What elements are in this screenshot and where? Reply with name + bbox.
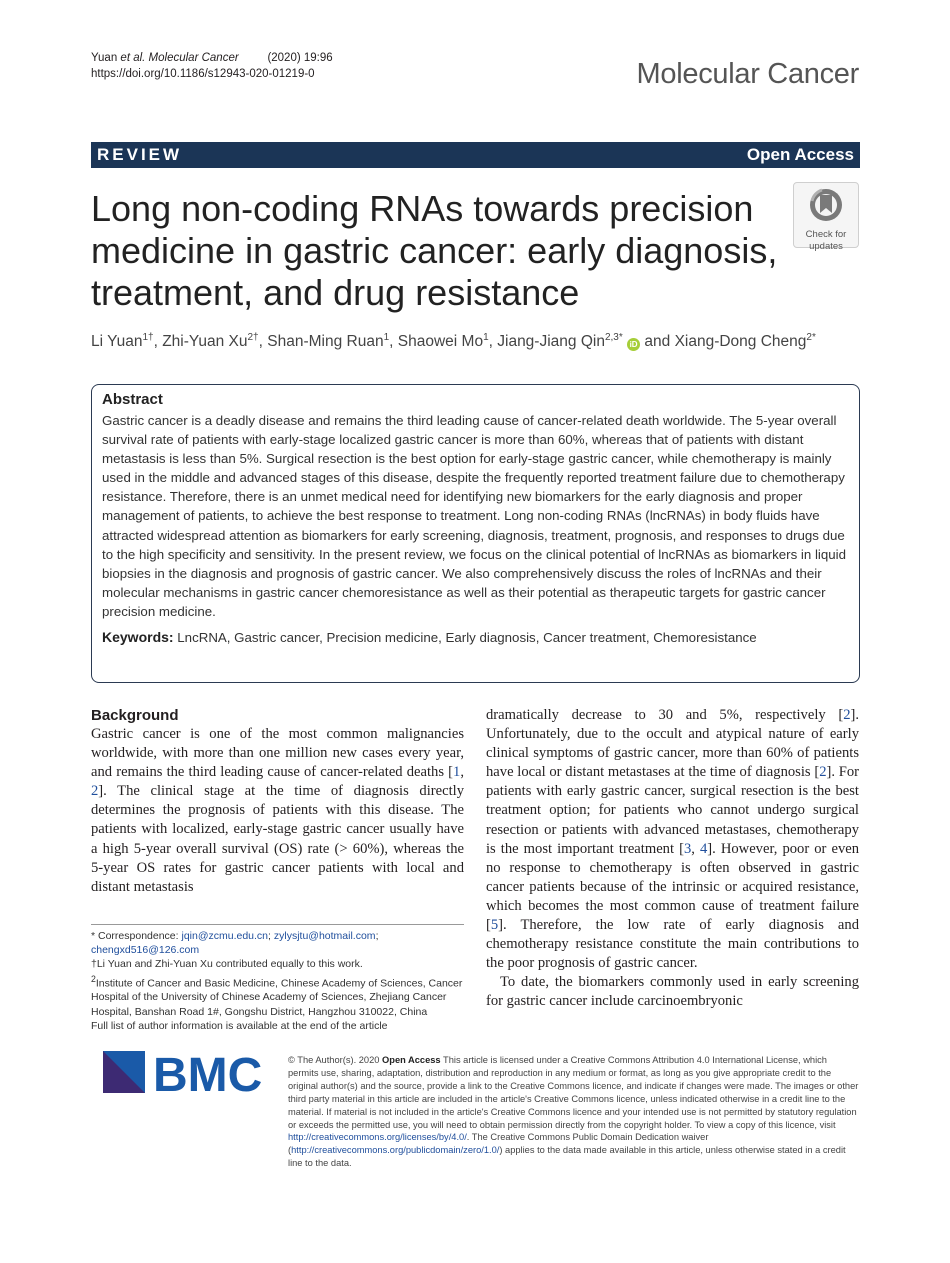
bmc-logo-graphic	[103, 1051, 268, 1096]
text-run: ,	[691, 840, 700, 857]
citation-link[interactable]: 2	[91, 783, 99, 800]
citation-link[interactable]: 3	[683, 840, 692, 857]
doi-link[interactable]: https://doi.org/10.1186/s12943-020-01219-0	[91, 68, 315, 80]
text-run: This article is licensed under a Creative Commons Attribution 4.0 International License, which permits use, sharing, adaptation, distribution and reproduction in any medium or format, as long as you give appropriate credit to the original author(s) and the source, provide a link to the Creative Commons licence, and indicate if changes were made. The images or other third party material in this article are included in the article's Creative Commons licence, unless indicated otherwise in a credit line to the material. If material is not included in the article's Creative Commons licence and your intended use is not permitted by statutory regulation or exceeds the permitted use, you will need to obtain permission directly from the copyright holder. To view a copy of this licence, visit	[288, 1055, 859, 1130]
cite-authors: Yuan	[91, 52, 121, 64]
text-run: ]. However, poor or even no response to chemotherapy is often observed in gastric cancer patients because of the intrinsic or acquired resistance, which becomes the most common cause of treatment failure [	[486, 840, 860, 934]
cite-journal: et al. Molecular Cancer	[120, 52, 239, 64]
author-affil: 2,3*	[604, 332, 623, 343]
article-type-banner	[91, 142, 860, 168]
abstract-box	[91, 384, 860, 683]
check-for-updates-badge[interactable]	[793, 182, 859, 252]
equal-contribution-note: †Li Yuan and Zhi-Yuan Xu contributed equally to this work.	[91, 958, 363, 971]
author-affil: 2†	[247, 332, 259, 343]
author-name[interactable]: Shan-Ming Ruan	[267, 333, 384, 351]
author-list: Li Yuan$^{1\dagger}$, Zhi-Yuan $Xu^{2\dagger}$, Shan-Ming Ruan$^1$, Shaowei Mo$^1$, Jiang-Jiang Qin$^{2,3*}$ iD and Xiang-Dong Cheng$^{2*}$	[91, 332, 816, 351]
email-link[interactable]: zylysjtu@hotmail.com	[273, 930, 376, 942]
abstract-heading: Abstract	[102, 391, 163, 408]
open-access-label: Open Access	[746, 145, 854, 164]
text-run: ]. Therefore, the low rate of early diagnosis and chemotherapy resistance constitute the main contributions to the poor prognosis of gastric cancer.	[486, 917, 859, 972]
check-label-2: updates	[809, 241, 843, 252]
article-type-label: REVIEW	[97, 145, 183, 164]
text-run: dramatically decrease to 30 and 5%, respectively [	[486, 707, 844, 723]
cite-year: (2020) 19:96	[267, 52, 333, 64]
bmc-logo-text: BMC	[153, 1051, 263, 1096]
journal-name: Molecular Cancer	[636, 58, 859, 90]
check-label-1: Check for	[805, 229, 847, 240]
text-run: . The Creative Commons Public Domain Dedication waiver (	[288, 1132, 709, 1156]
author-affil: 2*	[806, 332, 816, 343]
footnotes	[91, 924, 464, 1033]
correspondence	[91, 929, 464, 943]
email-link[interactable]: chengxd516@126.com	[91, 944, 200, 957]
author-name[interactable]: Zhi-Yuan Xu	[162, 333, 248, 351]
text-run: ) applies to the data made available in this article, unless otherwise stated in a credit line to the data.	[288, 1145, 846, 1169]
orcid-icon[interactable]: iD	[627, 338, 640, 351]
keywords-line	[102, 629, 849, 645]
citation-link[interactable]: 5	[490, 917, 499, 934]
check-for-updates-icon	[808, 187, 844, 223]
paragraph	[91, 725, 464, 897]
text-run: ,	[460, 764, 464, 781]
waiver-url-link[interactable]: http://creativecommons.org/publicdomain/zero/1.0/	[291, 1145, 500, 1156]
author-affil: 1	[383, 332, 390, 343]
separator: ;	[268, 930, 274, 942]
author-affil: 1†	[142, 332, 154, 343]
full-list-note: Full list of author information is available at the end of the article	[91, 1019, 388, 1032]
section-heading: Background	[91, 707, 179, 724]
citation-link[interactable]: 1	[453, 764, 461, 781]
author-join: and	[644, 333, 671, 351]
affiliation-text: Institute of Cancer and Basic Medicine, Chinese Academy of Sciences, Cancer Hospital of the University of Chinese Academy of Sciences, Zhejiang Cancer Hospital, Banshan Road 1#, Gongshu District, Hangzhou 310022, China	[91, 977, 463, 1018]
article-title: Long non-coding RNAs towards precision medicine in gastric cancer: early diagnosis, treatment, and drug resistance	[91, 188, 778, 313]
email-link[interactable]: jqin@zcmu.edu.cn	[181, 930, 269, 942]
paragraph	[486, 706, 859, 973]
abstract-text: Gastric cancer is a deadly disease and remains the third leading cause of cancer-related death worldwide. The 5-year overall survival rate of patients with early-stage localized gastric cancer is more than 60%, whereas that of patients with distant metastasis is less than 5%. Surgical resection is the best option for early-stage gastric cancer, while chemotherapy is mainly used in the middle and advanced stages of this disease, despite the frequently reported treatment failure due to chemotherapy resistance. Therefore, there is an unmet medical need for identifying new biomarkers for the early diagnosis and proper management of patients, to achieve the best response to treatment. Long non-coding RNAs (lncRNAs) in body fluids have attracted widespread attention as biomarkers for early screening, diagnosis, treatment, prognosis, and responses to drugs due to the high specificity and sensitivity. In the present review, we focus on the clinical potential of lncRNAs as biomarkers in liquid biopsies in the diagnosis and prognosis of gastric cancer. We also comprehensively discuss the roles of lncRNAs and their molecular mechanisms in gastric cancer chemoresistance as well as their potential as therapeutic targets for gastric cancer precision medicine.	[102, 413, 847, 619]
affiliation-note	[91, 972, 464, 1019]
citation-header	[91, 50, 333, 82]
text-run: ]. Unfortunately, due to the occult and atypical nature of early clinical symptoms of gastric cancer, more than 60% of patients have local or distant metastases at the time of diagnosis [	[486, 707, 859, 781]
keywords-label: Keywords:	[102, 629, 174, 646]
citation-link[interactable]: 2	[819, 764, 827, 781]
open-access-bold: Open Access	[382, 1055, 441, 1065]
separator: ;	[375, 930, 379, 942]
author-name[interactable]: Jiang-Jiang Qin	[497, 333, 605, 351]
author-affil: 1	[483, 332, 489, 343]
text-run: ]. The clinical stage at the time of diagnosis directly determines the prognosis of patients with this disease. The patients with localized, early-stage gastric cancer usually have a high 5-year overall survival (OS) rate (> 60%), whereas the 5-year OS rates for gastric cancer patients with local and distant metastasis	[91, 783, 464, 895]
author-name[interactable]: Li Yuan	[91, 333, 143, 351]
citation-link[interactable]: 2	[843, 707, 851, 723]
license-text	[288, 1054, 860, 1170]
keywords-text: LncRNA, Gastric cancer, Precision medicine, Early diagnosis, Cancer treatment, Chemoresistance	[177, 630, 757, 646]
text-run: © The Author(s). 2020	[288, 1055, 383, 1065]
body-column-left	[91, 706, 464, 897]
author-name[interactable]: Xiang-Dong Cheng	[674, 333, 807, 351]
footnote-divider	[91, 924, 464, 925]
license-url-link[interactable]: http://creativecommons.org/licenses/by/4.0/	[288, 1132, 467, 1143]
paragraph: To date, the biomarkers commonly used in early screening for gastric cancer include carcinoembryonic	[486, 974, 859, 1010]
bmc-logo	[103, 1051, 268, 1096]
affiliation-sup: 2	[91, 973, 96, 984]
citation-link[interactable]: 4	[699, 840, 708, 857]
body-column-right	[486, 706, 859, 1012]
text-run: ]. For patients with early gastric cancer, surgical resection is the best treatment option; for patients who cannot undergo surgical resection or patients with advanced metastases, chemotherapy is the most important treatment [	[486, 764, 859, 857]
correspondence-label: * Correspondence:	[91, 930, 182, 942]
text-run: Gastric cancer is one of the most common malignancies worldwide, with more than one million new cases every year, and remains the third leading cause of cancer-related deaths [	[91, 726, 464, 781]
author-name[interactable]: Shaowei Mo	[397, 333, 484, 351]
